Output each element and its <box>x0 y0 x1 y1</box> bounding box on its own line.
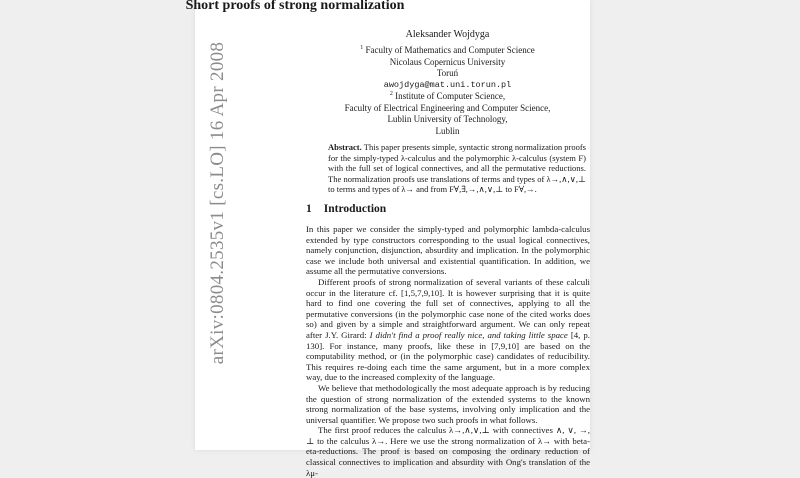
section-heading <box>306 203 386 215</box>
paragraph-3: We believe that methodologically the most adequate approach is by reducing the question of strong normalization of the extended systems to the known strong normalization of the base systems, involving only implication and the universal quantifier. We propose two such proofs in what follows. <box>306 382 590 425</box>
affiliation-2-line-2: Faculty of Electrical Engineering and Computer Science, <box>344 102 551 113</box>
abstract <box>328 142 586 195</box>
affiliation-1-line-2: Nicolaus Copernicus University <box>389 56 506 67</box>
arxiv-identifier-stamp: arXiv:0804.2535v1 [cs.LO] 16 Apr 2008 <box>207 41 228 365</box>
affiliation-1-line-1: $^1$ Faculty of Mathematics and Computer Science <box>360 45 535 55</box>
body-text <box>306 224 590 478</box>
paragraph-2: Different proofs of strong normalization of several variants of these calculi occur in the literature cf. [1,5,7,9,10]. It is however surprising that it is quite hard to find one covering the full set of connectives, applying to all the permutative conversions (in the polymorphic case none of the cited works does so) and given by a simple and straightforward argument. We can only repeat after J.Y. Girard: I didn't find a proof really nice, and taking little space [4, p. 130]. For instance, many proofs, like these in [7,9,10] are based on the computability method, or (in the polymorphic case) candidates of reducibility. This requires re-doing each time the same argument, but in a more complex way, due to the increased complexity of the language. <box>306 276 590 383</box>
paragraph-1: In this paper we consider the simply-typed and polymorphic lambda-calculus extended by type constructors corresponding to the usual logical connectives, namely conjunction, disjunction, absurdity and implication. In the polymorphic case we include both universal and existential quantification. In addition, we assume all the permutative conversions. <box>306 224 590 277</box>
girard-quote: I didn't find a proof really nice, and taking little space <box>369 329 568 340</box>
abstract-text: This paper presents simple, syntactic strong normalization proofs for the simply-typed λ-calculus and the polymorphic λ-calculus (system F) with the full set of logical connectives, and all the permutative reductions. The normalization proofs use translations of terms and types of λ→,∧,∨,⊥ to terms and types of λ→ and from F∀,∃,→,∧,∨,⊥ to F∀,→. <box>328 142 586 194</box>
author-name: Aleksander Wojdyga <box>405 29 490 40</box>
affiliation-2-line-4: Lublin <box>435 125 460 136</box>
paragraph-4: The first proof reduces the calculus λ→,∧,∨,⊥ with connectives ∧, ∨, →, ⊥ to the calculus λ→. Here we use the strong normalization of λ→ with beta-eta-reductions. The proof is based on composing the ordinary reduction of classical connectives to implication and absurdity with Ong's translation of the λμ- <box>306 425 590 478</box>
author-email: awojdyga@mat.uni.torun.pl <box>383 79 512 90</box>
abstract-label: Abstract. <box>328 142 362 152</box>
affiliation-2-line-3: Lublin University of Technology, <box>387 114 508 124</box>
affiliation-2-line-1: $^2$ Institute of Computer Science, <box>389 91 506 101</box>
affiliation-1-line-3: Toruń <box>436 68 459 78</box>
section-number: 1 <box>306 203 312 215</box>
section-title: Introduction <box>323 203 387 215</box>
paper-title: Short proofs of strong normalization <box>185 0 405 13</box>
affiliations <box>340 45 555 137</box>
